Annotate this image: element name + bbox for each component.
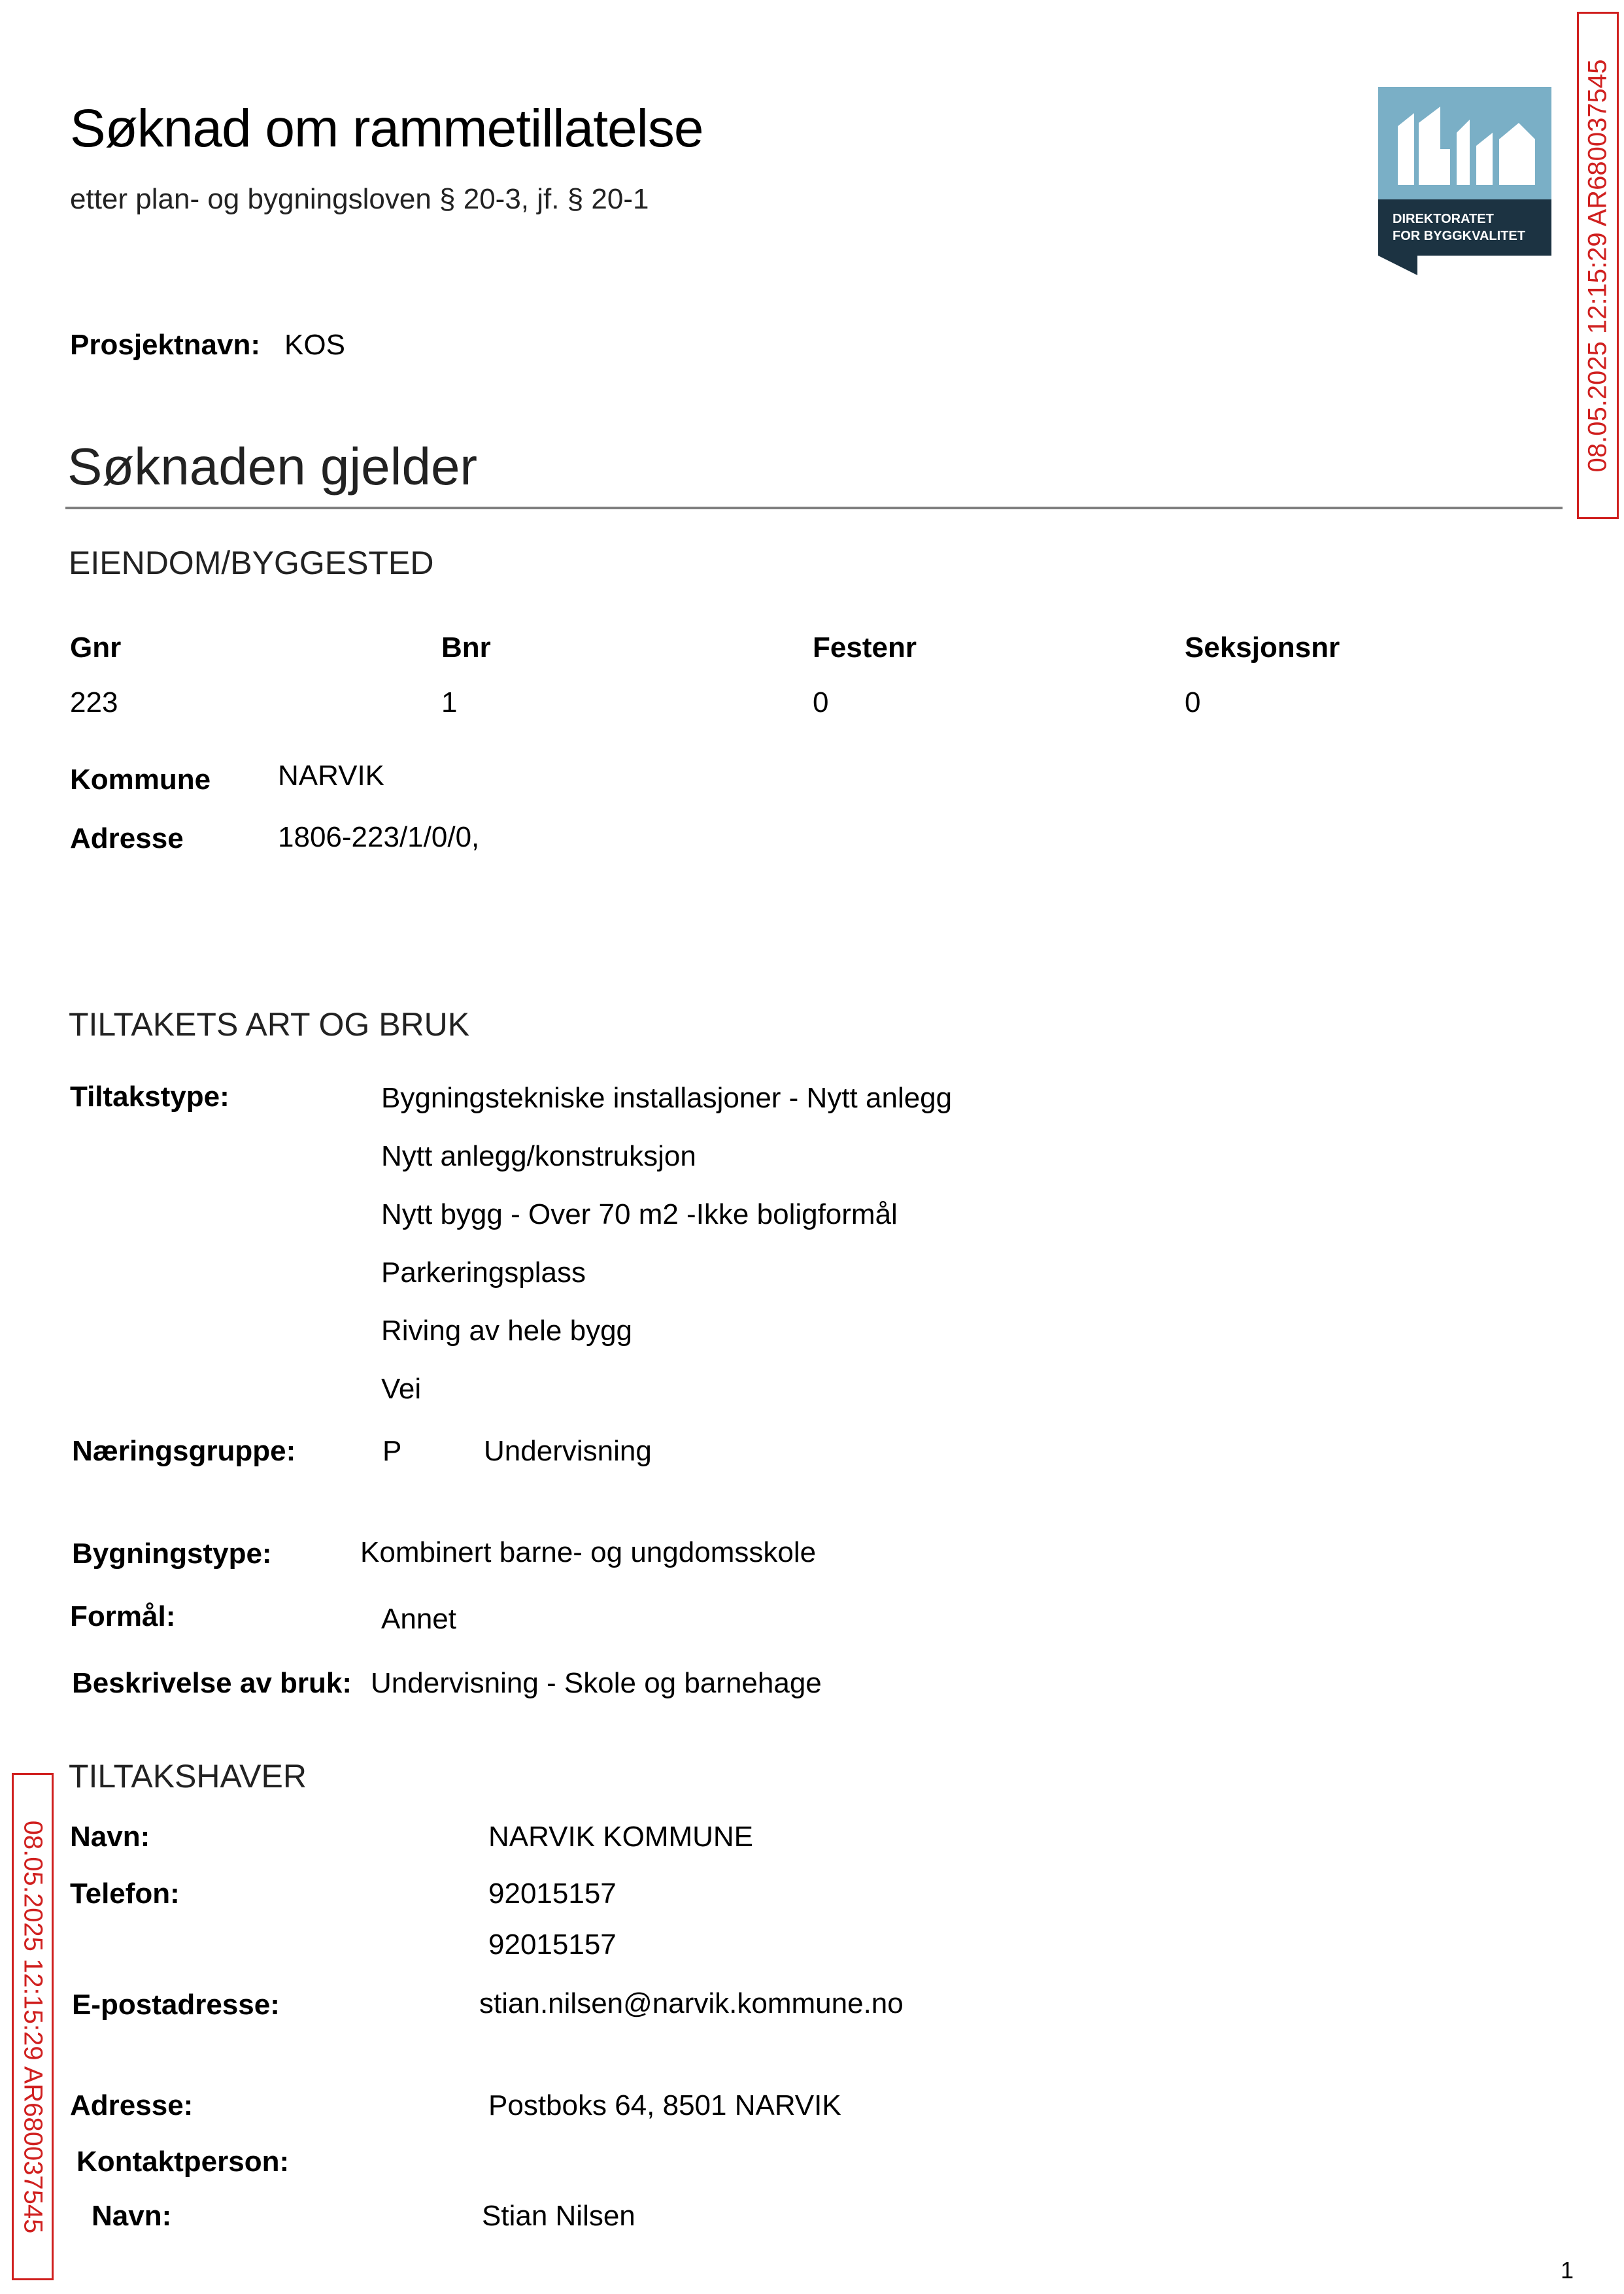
kontaktperson-label: Kontaktperson: — [76, 2146, 290, 2178]
section-heading-applies: Søknaden gjelder — [67, 437, 478, 496]
seksjonsnr-value: 0 — [1185, 686, 1201, 718]
seksjonsnr-label: Seksjonsnr — [1185, 632, 1340, 664]
festenr-label: Festenr — [813, 632, 917, 664]
bygningstype-value: Kombinert barne- og ungdomsskole — [360, 1536, 817, 1568]
naeringsgruppe-label: Næringsgruppe: — [72, 1435, 296, 1467]
naeringsgruppe-value: Undervisning — [484, 1435, 652, 1467]
tiltakstype-item: Nytt bygg - Over 70 m2 -Ikke boligformål — [381, 1198, 898, 1230]
tiltakshaver-navn-label: Navn: — [70, 1821, 150, 1853]
telefon-label: Telefon: — [70, 1878, 180, 1910]
adresse-value: 1806-223/1/0/0, — [278, 821, 480, 853]
formal-value: Annet — [381, 1603, 456, 1635]
bruk-label: Beskrivelse av bruk: — [72, 1667, 352, 1699]
tiltakstype-item: Vei — [381, 1373, 422, 1405]
logo-text-line1: DIREKTORATET — [1393, 212, 1494, 226]
receipt-stamp-top — [1577, 12, 1619, 519]
kommune-label: Kommune — [70, 764, 211, 796]
formal-label: Formål: — [70, 1600, 176, 1632]
kontaktperson-navn-value: Stian Nilsen — [482, 2200, 635, 2232]
building-logo-icon — [1378, 87, 1551, 275]
epost-label: E-postadresse: — [72, 1989, 280, 2021]
dibk-logo — [1378, 87, 1551, 275]
gnr-value: 223 — [70, 686, 118, 718]
tiltakstype-item: Nytt anlegg/konstruksjon — [381, 1140, 696, 1172]
tiltakshaver-navn-value: NARVIK KOMMUNE — [488, 1821, 754, 1853]
page-subtitle: etter plan- og bygningsloven § 20-3, jf. § 20-1 — [70, 183, 649, 215]
property-heading: EIENDOM/BYGGESTED — [69, 545, 434, 581]
bnr-label: Bnr — [441, 632, 491, 664]
tiltakshaver-adresse-value: Postboks 64, 8501 NARVIK — [488, 2089, 841, 2121]
tiltakstype-item: Riving av hele bygg — [381, 1315, 633, 1347]
project-name-label: Prosjektnavn: — [70, 329, 260, 361]
tiltakstype-item: Bygningstekniske installasjoner - Nytt anlegg — [381, 1082, 953, 1114]
logo-text-line2: FOR BYGGKVALITET — [1393, 229, 1525, 243]
kontaktperson-navn-label: Navn: — [92, 2200, 172, 2232]
bruk-value: Undervisning - Skole og barnehage — [371, 1667, 822, 1699]
gnr-label: Gnr — [70, 632, 122, 664]
page-number: 1 — [1561, 2257, 1574, 2284]
bygningstype-label: Bygningstype: — [72, 1538, 272, 1570]
receipt-stamp-text: 08.05.2025 12:15:29 AR680037545 — [1583, 59, 1612, 472]
tiltakstype-label: Tiltakstype: — [70, 1081, 229, 1113]
section-divider — [65, 507, 1563, 509]
receipt-stamp-text: 08.05.2025 12:15:29 AR680037545 — [18, 1820, 48, 2233]
kommune-value: NARVIK — [278, 760, 385, 792]
tiltakshaver-heading: TILTAKSHAVER — [69, 1758, 307, 1795]
project-name-value: KOS — [284, 329, 345, 361]
telefon-value: 92015157 — [488, 1929, 617, 1961]
adresse-label: Adresse — [70, 822, 184, 854]
telefon-value: 92015157 — [488, 1878, 617, 1910]
tiltak-heading: TILTAKETS ART OG BRUK — [69, 1006, 470, 1043]
tiltakstype-item: Parkeringsplass — [381, 1257, 586, 1289]
festenr-value: 0 — [813, 686, 829, 718]
bnr-value: 1 — [441, 686, 458, 718]
receipt-stamp-bottom — [12, 1773, 54, 2280]
naeringsgruppe-code: P — [382, 1435, 402, 1467]
tiltakshaver-adresse-label: Adresse: — [70, 2089, 194, 2121]
page-title: Søknad om rammetillatelse — [70, 99, 703, 158]
epost-value: stian.nilsen@narvik.kommune.no — [479, 1987, 904, 2019]
